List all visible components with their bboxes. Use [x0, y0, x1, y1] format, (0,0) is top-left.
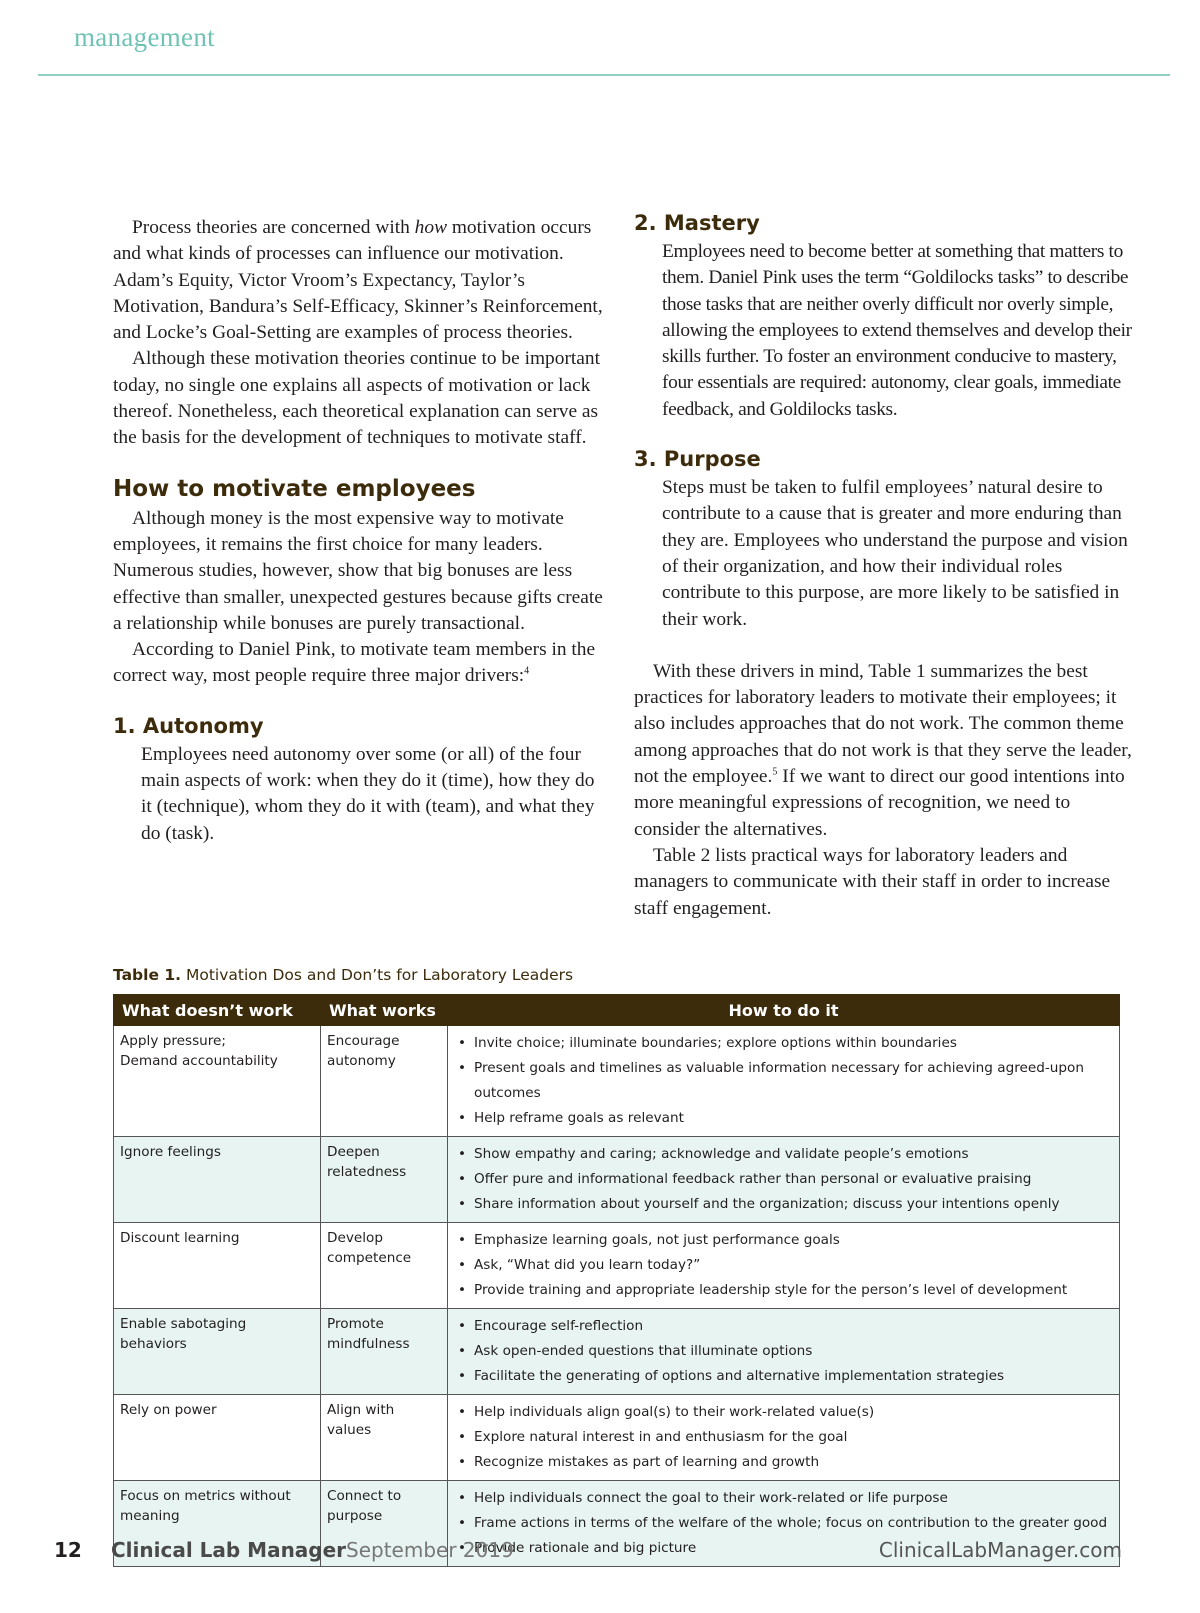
- table-header-row: [114, 995, 1120, 1026]
- paragraph-drivers-summary: [634, 659, 1134, 843]
- header-rule: [38, 74, 1170, 76]
- text-span: With these drivers in mind, Table 1 summarizes the best practices for laboratory leaders to motivate their employees; it also includes approaches that do not work. The common theme among approaches that do not work is that they serve the leader, not the employee.: [634, 660, 1132, 788]
- how-to-list: [454, 1400, 1113, 1475]
- col-header-works: What works: [321, 995, 448, 1026]
- how-to-item: • Provide rationale and big picture: [454, 1536, 1113, 1561]
- cell-doesnt-work: Focus on metrics without meaning: [114, 1481, 321, 1567]
- paragraph-autonomy: Employees need autonomy over some (or all) of the four main aspects of work: when they do it (time), how they do it (technique), whom they do it with (team), and what they do (task).: [141, 743, 595, 844]
- text-span: motivation occurs and what kinds of processes can influence our motivation. Adam’s Equity, Victor Vroom’s Expectancy, Taylor’s Motivation, Bandura’s Self-Efficacy, Skinner’s Reinforcement, and Locke’s Goal-Setting are examples of process theories.: [113, 217, 603, 344]
- table-caption: [113, 966, 573, 984]
- cell-works: Develop competence: [321, 1223, 448, 1309]
- how-to-item: • Invite choice; illuminate boundaries; explore options within boundaries: [454, 1031, 1113, 1056]
- table-row: [114, 1309, 1120, 1395]
- heading-mastery: 2. Mastery: [634, 211, 760, 235]
- left-column: [113, 215, 603, 847]
- text-span: According to Daniel Pink, to motivate team members in the correct way, most people require three major drivers:: [113, 639, 596, 687]
- cell-doesnt-work: Discount learning: [114, 1223, 321, 1309]
- cell-works: Encourage autonomy: [321, 1026, 448, 1137]
- cell-how-to: [448, 1137, 1120, 1223]
- cell-how-to: [448, 1309, 1120, 1395]
- paragraph-mastery: Employees need to become better at something that matters to them. Daniel Pink uses the term “Goldilocks tasks” to describe those tasks that are neither overly difficult nor overly simple, allowing the employees to extend themselves and develop their skills further. To foster an environment conducive to mastery, four essentials are required: autonomy, clear goals, immediate feedback, and Goldilocks tasks.: [662, 241, 1132, 420]
- cell-doesnt-work: Enable sabotaging behaviors: [114, 1309, 321, 1395]
- spacer: [634, 633, 1134, 659]
- cell-doesnt-work: Ignore feelings: [114, 1137, 321, 1223]
- cell-how-to: [448, 1223, 1120, 1309]
- magazine-name: Clinical Lab Manager: [111, 1538, 347, 1562]
- how-to-item: • Share information about yourself and the organization; discuss your intentions openly: [454, 1192, 1113, 1217]
- issue-date: September 2019: [346, 1538, 514, 1562]
- how-to-list: [454, 1314, 1113, 1389]
- paragraph-table2: Table 2 lists practical ways for laboratory leaders and managers to communicate with their staff in order to increase staff engagement.: [634, 844, 1111, 919]
- cell-doesnt-work: Apply pressure; Demand accountability: [114, 1026, 321, 1137]
- paragraph-daniel-pink: [113, 637, 603, 690]
- how-to-item: • Ask open-ended questions that illuminate options: [454, 1339, 1113, 1364]
- col-header-doesnt-work: What doesn’t work: [114, 995, 321, 1026]
- how-to-item: • Present goals and timelines as valuable information necessary for achieving agreed-upon outcomes: [454, 1056, 1113, 1106]
- how-to-item: • Facilitate the generating of options and alternative implementation strategies: [454, 1364, 1113, 1389]
- table-row: [114, 1395, 1120, 1481]
- how-to-item: • Offer pure and informational feedback rather than personal or evaluative praising: [454, 1167, 1113, 1192]
- cell-doesnt-work: Rely on power: [114, 1395, 321, 1481]
- table-caption-label: Table 1.: [113, 966, 182, 984]
- table-row: [114, 1026, 1120, 1137]
- text-span: If we want to direct our good intentions into more meaningful expressions of recognition, we need to consider the alternatives.: [634, 766, 1125, 840]
- table-caption-text: Motivation Dos and Don’ts for Laboratory Leaders: [181, 966, 574, 984]
- how-to-list: [454, 1228, 1113, 1303]
- how-to-list: [454, 1142, 1113, 1217]
- website: ClinicalLabManager.com: [878, 1538, 1122, 1562]
- footer: [0, 1538, 1200, 1572]
- right-column: [634, 211, 1134, 922]
- cell-how-to: [448, 1395, 1120, 1481]
- autonomy-block: [113, 742, 603, 847]
- paragraph-money: Although money is the most expensive way to motivate employees, it remains the first choice for many leaders. Numerous studies, however, show that big bonuses are less effective than smaller, unexpected gestures because gifts create a relationship while bonuses are purely transactional.: [113, 507, 603, 634]
- table-row: [114, 1137, 1120, 1223]
- paragraph-purpose: Steps must be taken to fulfil employees’ natural desire to contribute to a cause that is greater and more enduring than they are. Employees who understand the purpose and vision of their organization, and how their individual roles contribute to this purpose, are more likely to be satisfied in their work.: [662, 477, 1128, 630]
- cell-works: Promote mindfulness: [321, 1309, 448, 1395]
- heading-how-to-motivate: How to motivate employees: [113, 475, 476, 502]
- motivation-table: [113, 994, 1120, 1567]
- how-to-item: • Encourage self-reflection: [454, 1314, 1113, 1339]
- col-header-how: How to do it: [448, 995, 1120, 1026]
- how-to-item: • Help individuals align goal(s) to their work-related value(s): [454, 1400, 1113, 1425]
- how-to-item: • Recognize mistakes as part of learning and growth: [454, 1450, 1113, 1475]
- page-number: 12: [54, 1538, 82, 1562]
- how-to-item: • Explore natural interest in and enthusiasm for the goal: [454, 1425, 1113, 1450]
- paragraph-motivation-theories: Although these motivation theories continue to be important today, no single one explains all aspects of motivation or lack thereof. Nonetheless, each theoretical explanation can serve as the basis for the development of techniques to motivate staff.: [113, 348, 600, 449]
- heading-purpose: 3. Purpose: [634, 447, 761, 472]
- mastery-block: [634, 239, 1134, 423]
- how-to-item: • Provide training and appropriate leadership style for the person’s level of development: [454, 1278, 1113, 1303]
- how-to-item: • Help individuals connect the goal to their work-related or life purpose: [454, 1486, 1113, 1511]
- paragraph-process-theories: [113, 215, 603, 346]
- table-row: [114, 1223, 1120, 1309]
- heading-autonomy: 1. Autonomy: [113, 713, 264, 738]
- section-tag: management: [74, 22, 215, 52]
- how-to-item: • Show empathy and caring; acknowledge and validate people’s emotions: [454, 1142, 1113, 1167]
- table-body: [114, 1026, 1120, 1567]
- citation-4: 4: [524, 665, 530, 677]
- how-to-item: • Ask, “What did you learn today?”: [454, 1253, 1113, 1278]
- cell-works: Align with values: [321, 1395, 448, 1481]
- text-span: Process theories are concerned with: [132, 217, 415, 238]
- emphasis-how: how: [414, 217, 447, 238]
- cell-works: Connect to purpose: [321, 1481, 448, 1567]
- how-to-item: • Frame actions in terms of the welfare of the whole; focus on contribution to the greater good: [454, 1511, 1113, 1536]
- citation-5: 5: [772, 766, 778, 778]
- how-to-item: • Emphasize learning goals, not just performance goals: [454, 1228, 1113, 1253]
- purpose-block: [634, 475, 1134, 633]
- cell-works: Deepen relatedness: [321, 1137, 448, 1223]
- how-to-list: [454, 1031, 1113, 1131]
- how-to-item: • Help reframe goals as relevant: [454, 1106, 1113, 1131]
- cell-how-to: [448, 1026, 1120, 1137]
